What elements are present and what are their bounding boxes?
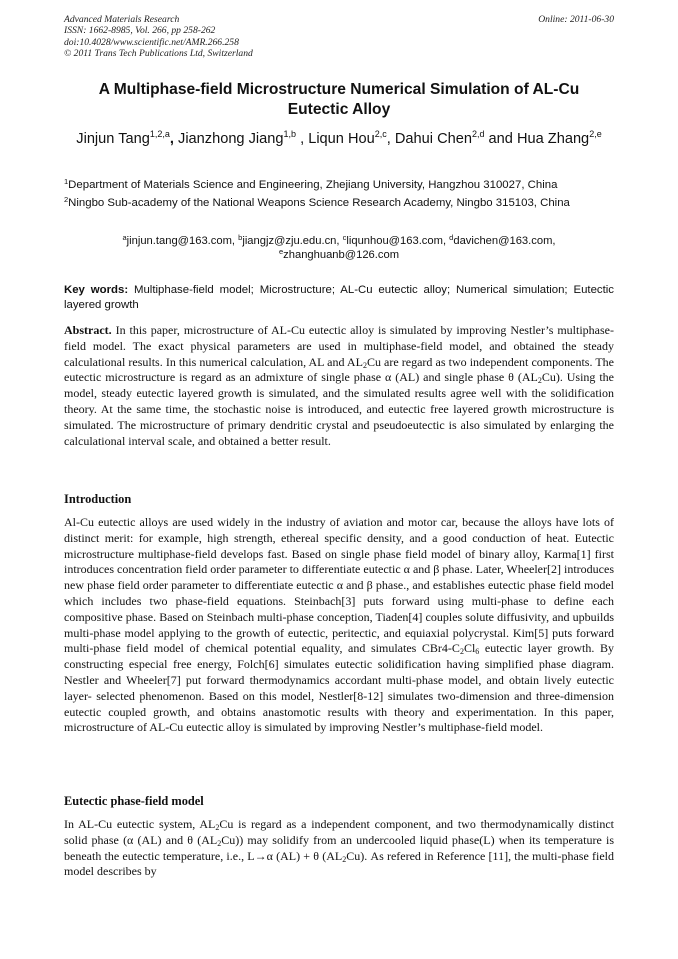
abstract [64,323,614,449]
abstract-text: Cu). Using the model, steady eutectic layered growth is simulated, and the simulated results agree well with the solidification theory. At the same time, the stochastic noise is introduced, and eutectic free layered growth microstructure is simulated. The microstructure of primary dendritic crystal and pseudoeutectic is also simulated by enlarging the calculational interval scale, and obtained a better result. [64,370,614,448]
affiliation-2 [64,196,620,211]
author-affiliation-mark: 2,c [374,129,387,139]
keywords-label: Key words: [64,284,129,296]
subscript: 2 [215,823,220,832]
affiliation-mark: 2 [64,195,69,204]
abstract-text: Cu are regard as two independent components. The eutectic microstructure is regard as an admixture of single phase α (AL) and single phase θ (AL [64,354,614,385]
paragraph-text: Cu). As refered in Reference [11], the multi-phase field model describes by [64,848,614,879]
subscript: 2 [537,376,542,386]
author-affiliation-mark: 1,2,a [149,129,170,139]
abstract-label: Abstract. [64,323,112,337]
keywords [64,283,614,313]
email-address: liqunhou@163.com, [346,235,447,247]
paragraph-text: eutectic layer growth. By constructing especial free energy, Folch[6] simulates eutectic solidification having simplified phase diagram. Nestler and Wheeler[7] put forward thermodynamics accordant multi-phase model, and obtain lively eutectic layer- selected phenomenon. Based on this model, Nestler[8-12] simulates two-dimension and three-dimension eutectic coupled growth, and obtains anastomotic results with theory and experimentation. In this paper, microstructure of AL-Cu eutectic alloy is simulated by improving Nestler’s multiphase-field model. [64,641,614,735]
subscript: 2 [342,854,347,864]
author-list [64,130,614,149]
journal-info [64,14,253,59]
email-mark: c [342,233,347,242]
author-separator: , [169,131,174,147]
copyright: © 2011 Trans Tech Publications Ltd, Switzerland [64,47,253,59]
paragraph-text: Cu is regard as a independent component, and two thermodynamically distinct solid phase (α (AL) and θ (AL [64,817,614,847]
subscript: 6 [475,647,480,657]
author-affiliation-mark: 2,d [471,129,485,139]
email-mark: b [238,233,243,242]
author-name: Jinjun Tang [76,131,150,147]
author-name: Hua Zhang [516,131,590,147]
abstract-text: In this paper, microstructure of AL-Cu eutectic alloy is simulated by improving Nestler’s multiphase-field model. The exact physical parameters are used in multiphase-field model, and obtained the steady calculational results. In this numerical calculation, AL and AL [64,323,614,369]
subscript: 2 [459,647,464,657]
paragraph-text: In AL-Cu eutectic system, AL [64,817,216,831]
author-separator: and [488,131,513,147]
section-heading-eutectic-model: Eutectic phase-field model [64,794,204,808]
email-address: zhanghuanb@126.com [283,249,400,261]
email-address: jiangjz@zju.edu.cn, [242,235,340,247]
author-separator: , [300,131,305,147]
subscript: 2 [217,838,222,848]
issn: ISSN: 1662-8985, Vol. 266, pp 258-262 [64,25,216,37]
keywords-text: Multiphase-field model; Microstructure; AL-Cu eutectic alloy; Numerical simulation; Eutectic layered growth [64,284,614,311]
journal-name: Advanced Materials Research [64,14,180,25]
paragraph-text: Al-Cu eutectic alloys are used widely in the industry of aviation and motor car, because the alloys have lots of distinct merit: for example, high strength, ethereal specific density, and a good conduction of heat. Eutectic microstructure multiphase-field develops fast. Based on single phase field model of binary alloy, Karma[1] first introduces concentration field order parameter to differentiate eutectic α and β phase. Later, Wheeler[2] introduces new phase field order parameter to differentiate eutectic α and β phase., and establishes eutectic phase field model which includes two phase-field equations. Steinbach[3] puts forward using multi-phase to define each compositive phase. Based on Steinbach multi-phase conception, Tiaden[4] couples solute diffusivity, and upbuilds multi-phase model applying to the growth of eutectic, peritectic, and equiaxial polycrystal. Kim[5] puts forward multi-phase field model of chemical potential equality, and simulates CBr4-C [64,515,614,656]
introduction-paragraph [64,515,614,736]
email-mark: e [278,247,284,256]
author-name: Dahui Chen [394,131,472,147]
author-name: Jianzhong Jiang [178,131,284,147]
subscript: 2 [362,360,367,370]
online-date: Online: 2011-06-30 [538,14,614,25]
author-affiliation-mark: 2,e [589,129,602,139]
author-separator: , [386,131,391,147]
paragraph-text: Cl [463,641,476,656]
email-list [64,234,614,262]
section-heading-introduction: Introduction [64,492,132,506]
paragraph-text: Cu)) may solidify from an undercooled liquid phase(L) when its temperature is beneath the eutectic temperature, i.e., L→α (AL) + θ (AL [64,832,614,863]
affiliation-text: Department of Materials Science and Engineering, Zhejiang University, Hangzhou 310027, China [68,179,558,191]
affiliation-1 [64,178,620,193]
doi: doi:10.4028/www.scientific.net/AMR.266.258 [64,36,239,48]
paper-title: A Multiphase-field Microstructure Numerical Simulation of AL-Cu Eutectic Alloy [98,81,580,118]
affiliation-mark: 1 [64,177,69,186]
author-affiliation-mark: 1,b [283,129,297,139]
email-mark: d [449,233,454,242]
email-mark: a [122,233,127,242]
author-name: Liqun Hou [308,131,375,147]
email-address: davichen@163.com, [453,235,556,247]
affiliation-text: Ningbo Sub-academy of the National Weapons Science Research Academy, Ningbo 315103, China [68,197,570,209]
eutectic-model-paragraph [64,817,614,880]
email-address: jinjun.tang@163.com, [126,235,236,247]
